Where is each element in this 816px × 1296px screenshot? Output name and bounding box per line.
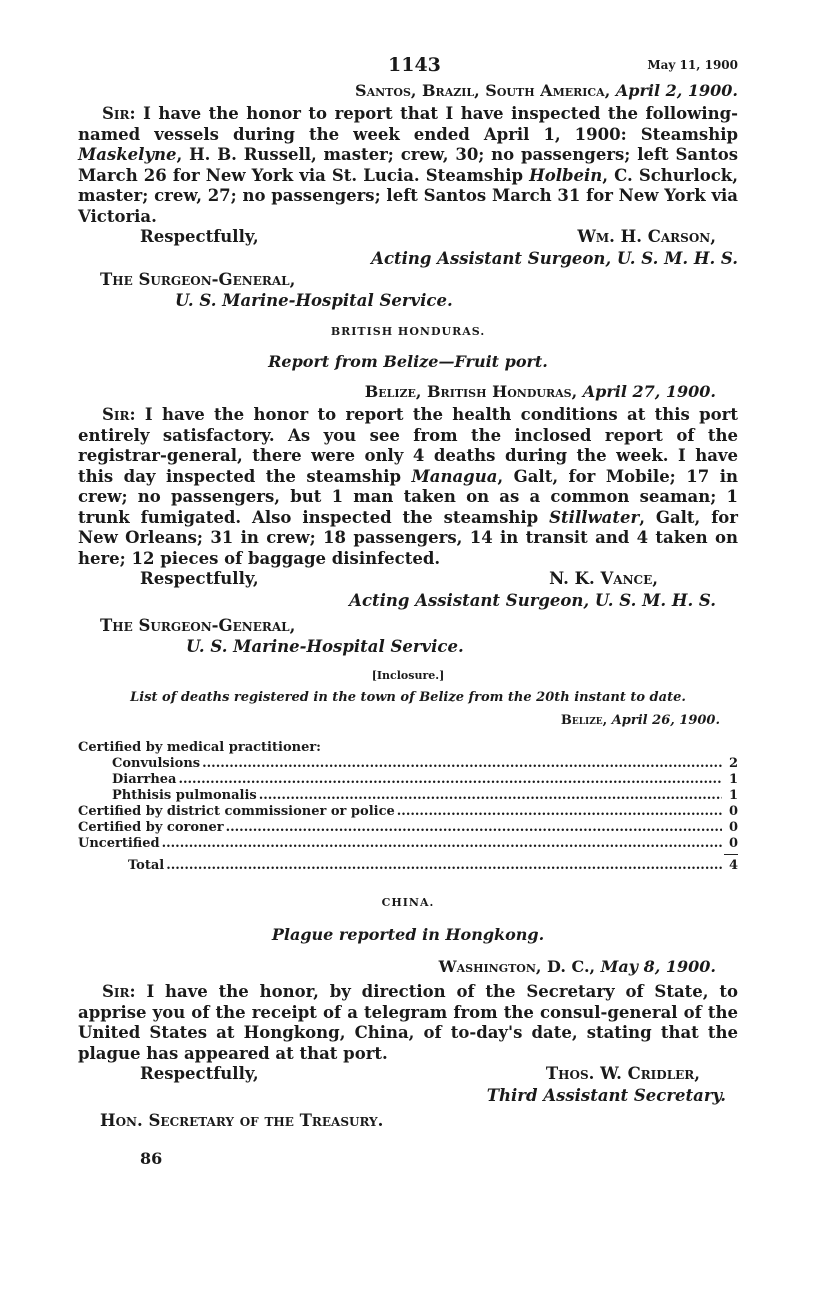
deaths-row-label: Phthisis pulmonalis [112, 788, 257, 803]
document-page [78, 52, 738, 1168]
deaths-row [78, 740, 738, 756]
deaths-row-value: 0 [728, 836, 738, 851]
inclosure-label: [Inclosure.] [371, 669, 445, 682]
signer-title: Acting Assistant Surgeon, U. S. M. H. S. [349, 591, 716, 610]
signer: Thos. W. Cridler, [545, 1064, 700, 1083]
deaths-row [78, 756, 738, 772]
deaths-row-value: 1 [728, 772, 738, 787]
deaths-row-value: 2 [728, 756, 738, 771]
brazil-letter-body: Sir: I have the honor to report that I have inspected the following-named vessels during the week ended April 1, 1900: Steamship Maskelyne, H. B. Russell, master; crew, 30; no passengers; left Santos March 26 for New York via St. Lucia. Steamship Holbein, C. Schurlock, master; crew, 27; no passengers; left Santos March 31 for New York via Victoria. [78, 104, 738, 226]
china-dateline: Washington, D. C., May 8, 1900. [438, 957, 716, 976]
china-closing-row [78, 1064, 738, 1085]
honduras-dateline: Belize, British Honduras, April 27, 1900. [364, 382, 716, 401]
deaths-row [78, 820, 738, 836]
deaths-list-title: List of deaths registered in the town of Belize from the 20th instant to date. [130, 690, 686, 705]
running-header [78, 52, 738, 80]
deaths-row-label: Uncertified [78, 836, 160, 851]
report-subhead: Report from Belize—Fruit port. [268, 352, 548, 371]
addressee: Hon. Secretary of the Treasury. [100, 1111, 384, 1130]
closing: Respectfully, [140, 569, 259, 588]
leader-dots [397, 804, 722, 820]
signer-title: Acting Assistant Surgeon, U. S. M. H. S. [371, 249, 738, 268]
deaths-row-label: Diarrhea [112, 772, 177, 787]
closing: Respectfully, [140, 1064, 259, 1083]
china-letter-body: Sir: I have the honor, by direction of the Secretary of State, to apprise you of the receipt of a telegram from the consul-general of the United States at Hongkong, China, of to-day's date, stating that the plague has appeared at that port. [78, 982, 738, 1063]
deaths-row-label: Convulsions [112, 756, 201, 771]
leader-dots [259, 788, 722, 804]
leader-dots [162, 836, 722, 852]
total-value: 4 [728, 858, 738, 873]
deaths-row-value: 0 [728, 804, 738, 819]
honduras-letter-body: Sir: I have the honor to report the health conditions at this port entirely satisfactory. As you see from the inclosed report of the registrar-general, there were only 4 deaths during the week. I have this day inspected the steamship Managua, Galt, for Mobile; 17 in crew; no passengers, but 1 man taken on as a common seaman; 1 trunk fumigated. Also inspected the steamship Stillwater, Galt, for New Orleans; 31 in crew; 18 passengers, 14 in transit and 4 taken on here; 12 pieces of baggage disinfected. [78, 405, 739, 568]
signer: N. K. Vance, [549, 569, 658, 588]
header-date: May 11, 1900 [647, 58, 738, 72]
signer: Wm. H. Carson, [577, 227, 716, 246]
addressee-service: U. S. Marine-Hospital Service. [175, 291, 453, 310]
leader-dots [202, 756, 722, 772]
deaths-list-date: Belize, April 26, 1900. [560, 713, 720, 728]
deaths-total-row [78, 858, 738, 874]
leader-dots [226, 820, 722, 836]
section-heading: BRITISH HONDURAS. [330, 325, 486, 338]
honduras-closing-row [78, 569, 738, 590]
deaths-row-label: Certified by coroner [78, 820, 224, 835]
report-subhead: Plague reported in Hongkong. [271, 925, 545, 944]
deaths-row-label: Certified by district commissioner or police [78, 804, 395, 819]
deaths-row-value: 1 [728, 788, 738, 803]
addressee: The Surgeon-General, [100, 270, 296, 289]
leader-dots [178, 772, 722, 788]
deaths-row-value: 0 [728, 820, 738, 835]
deaths-row [78, 772, 738, 788]
total-label: Total [128, 858, 165, 873]
closing: Respectfully, [140, 227, 259, 246]
section-heading: CHINA. [381, 896, 435, 909]
addressee-service: U. S. Marine-Hospital Service. [186, 637, 464, 656]
signer-title: Third Assistant Secretary. [486, 1086, 726, 1105]
brazil-dateline: Santos, Brazil, South America, April 2, 1900. [355, 81, 738, 100]
deaths-table [78, 740, 738, 852]
leader-dots [166, 858, 722, 874]
deaths-row [78, 836, 738, 852]
brazil-closing-row [78, 227, 738, 248]
deaths-row [78, 804, 738, 820]
addressee: The Surgeon-General, [100, 616, 296, 635]
page-number: 1143 [388, 54, 441, 76]
signature-mark: 86 [140, 1149, 163, 1168]
deaths-row [78, 788, 738, 804]
deaths-row-label: Certified by medical practitioner: [78, 740, 321, 755]
